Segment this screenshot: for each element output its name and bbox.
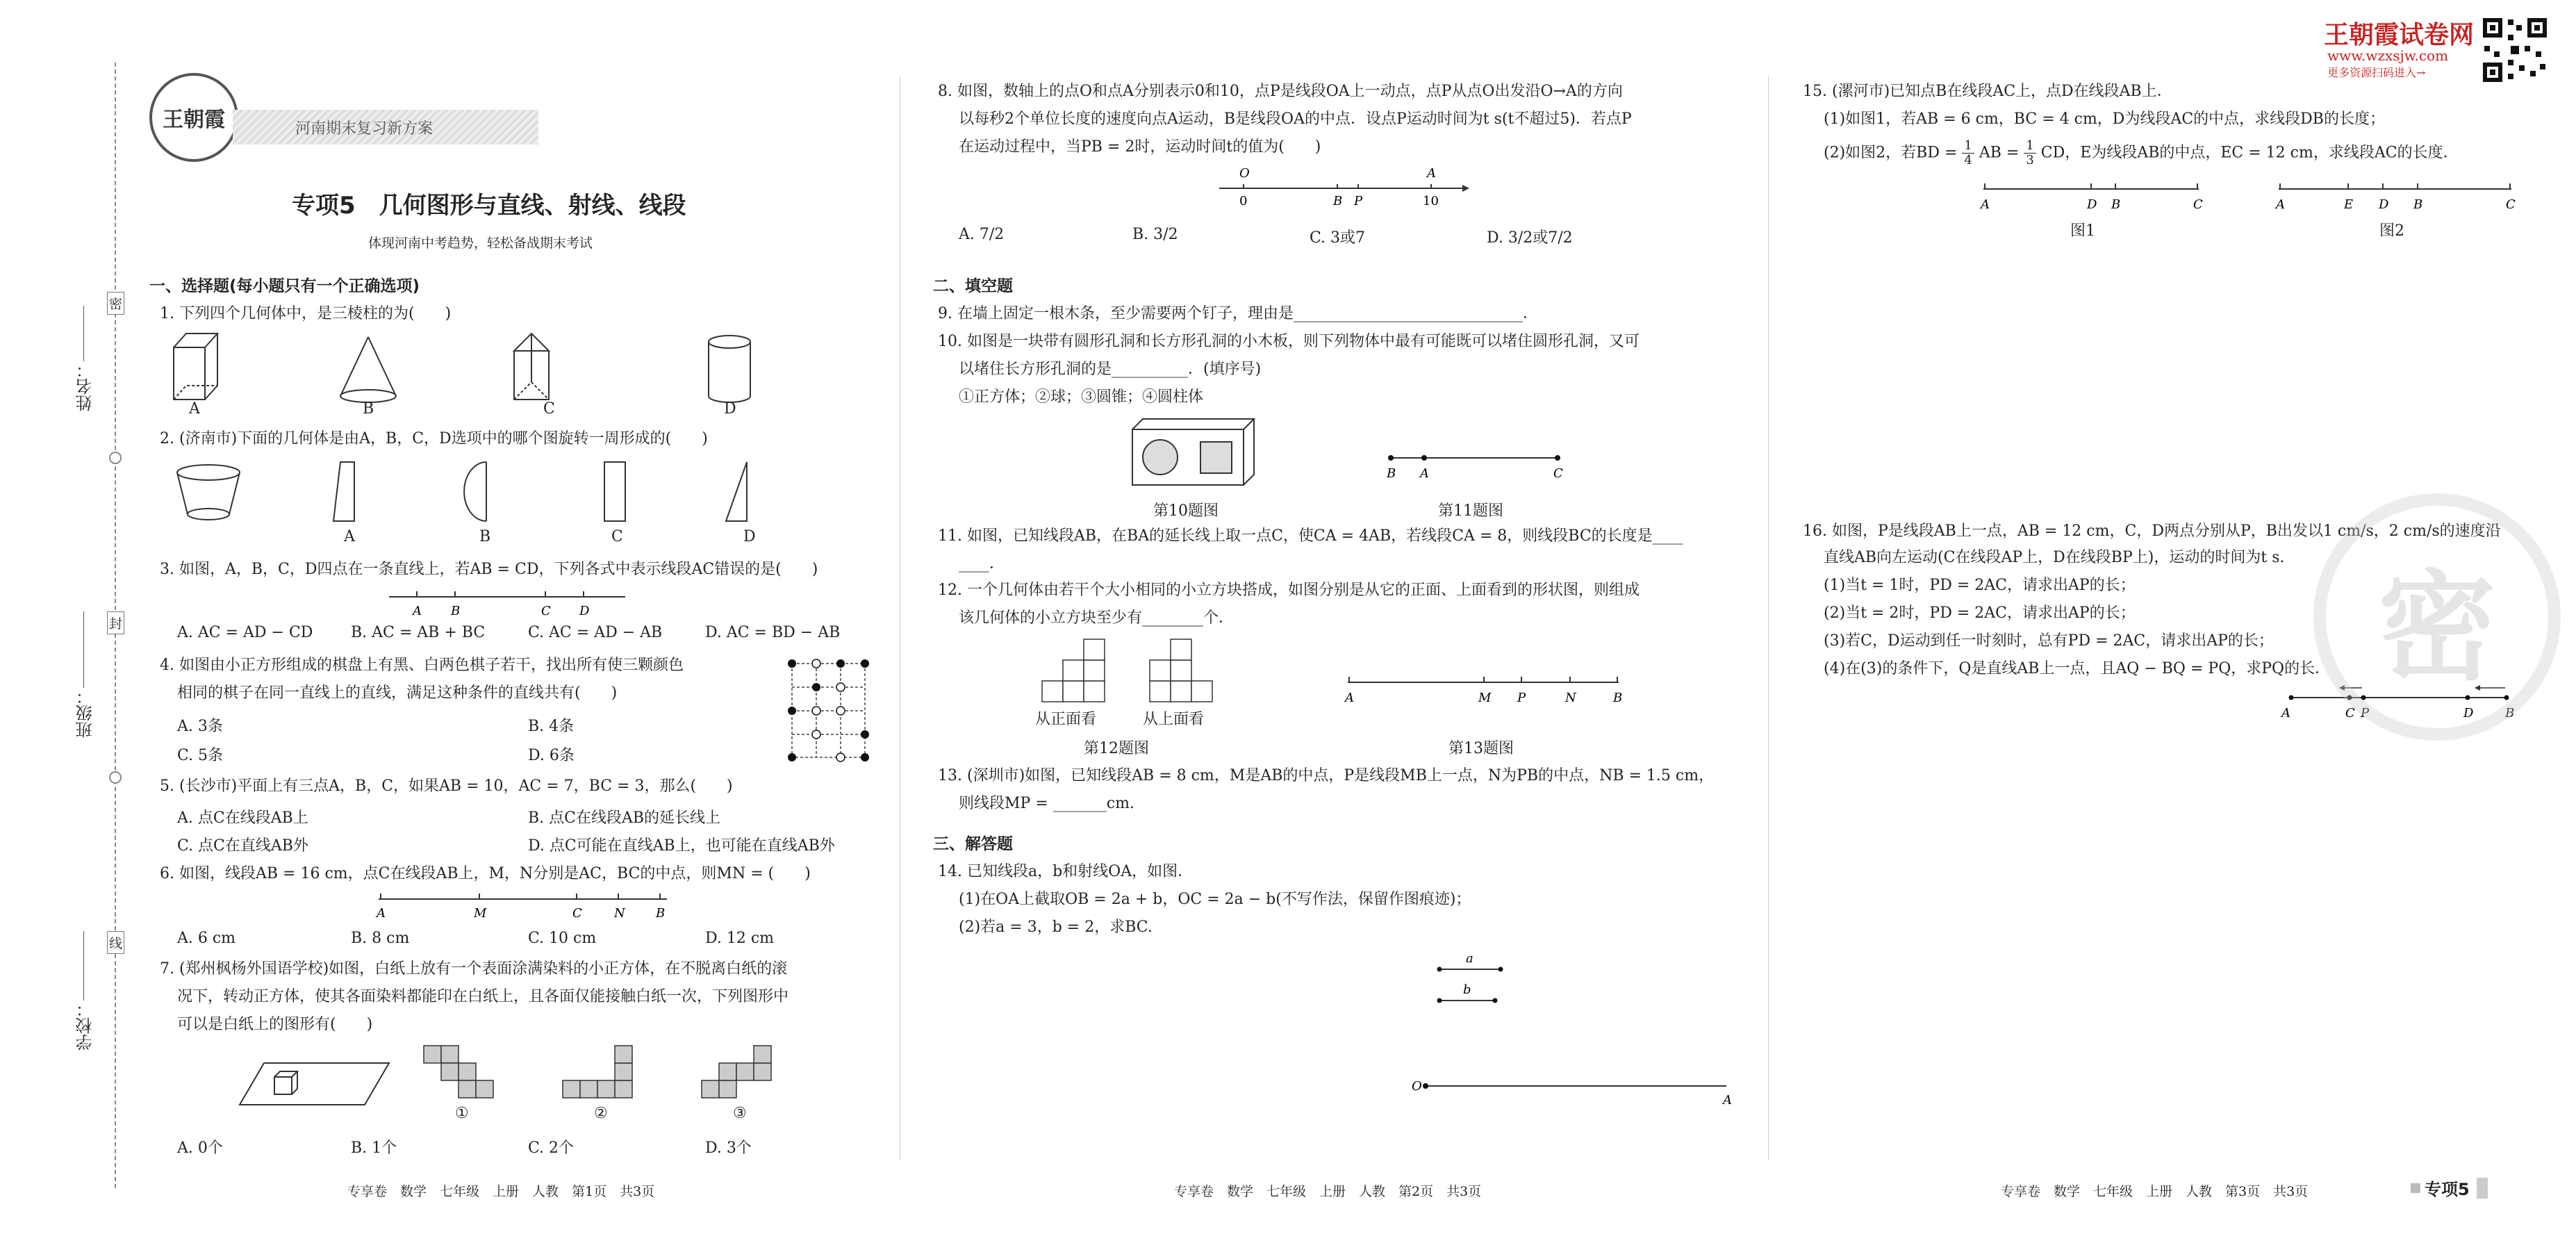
q5-opt-a[interactable]: A. 点C在线段AB上: [177, 809, 308, 827]
q16-pt-c: C: [2345, 706, 2355, 721]
tagline: 河南期末复习新方案: [295, 120, 434, 138]
q11-line2: ____．: [959, 555, 1005, 573]
q7-num-2: ②: [594, 1105, 608, 1122]
q14-label-b: b: [1463, 982, 1471, 997]
q9-text: 9. 在墙上固定一根木条，至少需要两个钉子，理由是______________________________．: [938, 305, 1538, 322]
top-view: [1150, 639, 1212, 702]
qr-code-icon[interactable]: [2480, 15, 2550, 85]
q6-pt-m: M: [474, 906, 487, 921]
q4-board: [785, 657, 875, 768]
q6-text: 6. 如图，线段AB = 16 cm，点C在线段AB上，M，N分别是AC，BC的中点，则MN = ( ): [160, 865, 811, 882]
name-label: 姓名：: [76, 361, 95, 411]
tagline-banner: [233, 110, 538, 145]
q2-opt-c[interactable]: C: [611, 528, 623, 545]
q11-line: [1382, 448, 1577, 483]
q14-label-a: a: [1466, 951, 1473, 966]
front-view: [1042, 639, 1105, 702]
logo-badge: [149, 73, 238, 162]
brand-url: www.wzxsjw.com: [2327, 47, 2449, 64]
q16-pt-d: D: [2463, 706, 2474, 721]
q8-number-line: [1216, 163, 1480, 215]
q10-line2: 以堵住长方形孔洞的是__________．(填序号): [959, 361, 1262, 378]
top-view-label: 从上面看: [1143, 711, 1205, 728]
q14-ray: [1410, 1073, 1744, 1108]
section3-title: 三、解答题: [933, 835, 1013, 853]
q13-caption: 第13题图: [1448, 740, 1514, 757]
q3-opt-a[interactable]: A. AC = AD − CD: [177, 624, 313, 641]
q8-axis-b: B: [1333, 194, 1343, 208]
q2-opt-b[interactable]: B: [479, 528, 491, 545]
q5-opt-b[interactable]: B. 点C在线段AB的延长线上: [528, 809, 721, 827]
section2-title: 二、填空题: [933, 277, 1013, 295]
logo-text: 王朝霞: [163, 108, 225, 132]
footer-page2: 专享卷 数学 七年级 上册 人教 第2页 共3页: [1174, 1184, 1482, 1199]
frac-num: 1: [1962, 139, 1974, 154]
q12-line1: 12. 一个几何体由若干个大小相同的小立方块搭成，如图分别是从它的正面、上面看到的形状图，则组成: [938, 582, 1640, 599]
q15-line1: 15. (漯河市)已知点B在线段AC上，点D在线段AB上．: [1803, 83, 2172, 100]
semicircle-b: [464, 462, 486, 521]
watermark-seal-text: 密: [2377, 557, 2496, 697]
q15-fig2-caption: 图2: [2379, 222, 2404, 240]
paper-with-cube: [240, 1063, 389, 1105]
q3-pt-d: D: [579, 604, 590, 618]
q15-fig2: [2272, 181, 2522, 215]
q1-opt-a[interactable]: A: [189, 400, 200, 418]
q15-line2: (1)如图1，若AB = 6 cm，BC = 4 cm，D为线段AC的中点，求线段DB的长度；: [1824, 110, 2385, 128]
q3-opt-b[interactable]: B. AC = AB + BC: [351, 624, 486, 641]
trapezoid-a: [333, 462, 354, 521]
q10-line3: ①正方体；②球；③圆锥；④圆柱体: [959, 388, 1204, 406]
prism-rect: [174, 334, 217, 400]
q4-opt-c[interactable]: C. 5条: [177, 747, 224, 764]
column-divider: [1768, 76, 1769, 1160]
q15-line3: [1824, 139, 2459, 167]
frac-num: 1: [2024, 139, 2036, 154]
school-underline: [83, 931, 84, 1001]
q15-fig1: [1976, 181, 2213, 215]
q1-opt-d[interactable]: D: [724, 400, 736, 418]
q7-line2: 况下，转动正方体，使其各面染料都能印在白纸上，且各面仅能接触白纸一次，下列图形中: [177, 988, 789, 1005]
tab-squares-icon: [2411, 1183, 2420, 1193]
q8-axis-10: 10: [1423, 194, 1439, 208]
frustum: [177, 465, 240, 520]
q16-pt-a: A: [2281, 706, 2290, 721]
q8-axis-o: O: [1239, 166, 1250, 181]
q15-fig1-a: A: [1981, 197, 1990, 212]
school-label: 学校：: [76, 1001, 95, 1051]
fraction-1-3: [2024, 139, 2036, 167]
q7-opt-d[interactable]: D. 3个: [705, 1139, 752, 1157]
q7-opt-c[interactable]: C. 2个: [528, 1139, 575, 1157]
q7-line3: 可以是白纸上的图形有( ): [177, 1016, 373, 1033]
q15-line3-a: (2)如图2，若BD =: [1824, 144, 1963, 162]
q13-pt-a: A: [1345, 691, 1354, 705]
q3-pt-c: C: [541, 604, 551, 618]
net-2: [563, 1046, 632, 1098]
q16-line2: 直线AB向左运动(C在线段AP上，D在线段BP上)，运动的时间为t s.: [1824, 549, 2285, 566]
q13-pt-b: B: [1613, 691, 1623, 705]
net-3: [702, 1046, 771, 1098]
q3-opt-c[interactable]: C. AC = AD − AB: [528, 624, 663, 641]
brand-name: 王朝霞试卷网: [2324, 21, 2475, 49]
q14-line3: (2)若a = 3，b = 2，求BC.: [959, 919, 1153, 936]
frac-den: 3: [2026, 153, 2034, 167]
q7-opt-a[interactable]: A. 0个: [177, 1139, 223, 1157]
q11-caption: 第11题图: [1438, 502, 1503, 520]
q16-line6: (4)在(3)的条件下，Q是直线AB上一点，且AQ − BQ = PQ，求PQ的长．: [1824, 660, 2331, 677]
q11-line1: 11. 如图，已知线段AB，在BA的延长线上取一点C，使CA = 4AB，若线段CA = 8，则线段BC的长度是____: [938, 527, 1683, 545]
q7-figures: [236, 1042, 792, 1112]
q14-line1: 14. 已知线段a，b和射线OA，如图．: [938, 863, 1194, 880]
q5-opt-d[interactable]: D. 点C可能在直线AB上，也可能在直线AB外: [528, 837, 835, 855]
q6-pt-b: B: [656, 906, 666, 921]
q15-fig2-b: B: [2413, 197, 2423, 212]
q14-segments: [1431, 948, 1514, 1011]
q12-views: [1035, 632, 1223, 705]
q3-text: 3. 如图，A，B，C，D四点在一条直线上，若AB = CD，下列各式中表示线段AC错误的是( ): [160, 561, 818, 578]
q15-fig1-caption: 图1: [2070, 222, 2095, 240]
q13-line2: 则线段MP = _______cm.: [959, 795, 1134, 812]
q5-opt-c[interactable]: C. 点C在直线AB外: [177, 837, 308, 855]
rect-c: [604, 462, 625, 521]
q7-num-1: ①: [455, 1105, 469, 1122]
q16-line5: (3)若C，D运动到任一时刻时，总有PD = 2AC，请求出AP的长；: [1824, 632, 2274, 650]
seal-mark-2: 封: [107, 611, 124, 634]
q13-line1: 13. (深圳市)如图，已知线段AB = 8 cm，M是AB的中点，P是线段MB上一点，N为PB的中点，NB = 1.5 cm，: [938, 767, 1715, 784]
q6-opt-b[interactable]: B. 8 cm: [351, 930, 410, 947]
net-1: [424, 1046, 493, 1098]
q16-line1: 16. 如图，P是线段AB上一点，AB = 12 cm，C，D两点分别从P，B出发以1 cm/s，2 cm/s的速度沿: [1803, 522, 2501, 540]
class-underline: [83, 611, 84, 688]
cone: [340, 337, 396, 402]
tab-bar: [2477, 1178, 2488, 1199]
q2-shapes: [167, 455, 778, 532]
q15-fig1-b: B: [2111, 197, 2121, 212]
q15-fig2-d: D: [2379, 197, 2389, 212]
subtitle: 体现河南中考趋势，轻松备战期末考试: [368, 236, 593, 251]
q13-pt-n: N: [1565, 691, 1576, 705]
seal-mark-1: 密: [107, 292, 124, 315]
q6-opt-a[interactable]: A. 6 cm: [177, 930, 236, 947]
footer-tab: [2411, 1176, 2488, 1200]
section1-title: 一、选择题(每小题只有一个正确选项): [149, 277, 420, 295]
footer-page3: 专享卷 数学 七年级 上册 人教 第3页 共3页: [2001, 1184, 2309, 1199]
q11-pt-b: B: [1387, 466, 1396, 481]
q8-line1: 8. 如图，数轴上的点O和点A分别表示0和10，点P是线段OA上一动点，点P从点O出发沿O→A的方向: [938, 83, 1623, 100]
q16-line4: (2)当t = 2时，PD = 2AC，请求出AP的长；: [1824, 604, 2136, 622]
q3-pt-b: B: [451, 604, 461, 618]
q4-line1: 4. 如图由小正方形组成的棋盘上有黑、白两色棋子若干，找出所有使三颗颜色: [160, 657, 684, 674]
q14-label-ray-a: A: [1723, 1093, 1732, 1108]
q11-pt-a: A: [1420, 466, 1429, 481]
q6-opt-d[interactable]: D. 12 cm: [705, 930, 775, 947]
q16-line3: (1)当t = 1时，PD = 2AC，请求出AP的长；: [1824, 577, 2136, 594]
cylinder: [709, 336, 750, 402]
q8-opt-c[interactable]: C. 3或7: [1310, 229, 1366, 247]
q3-pt-a: A: [413, 604, 422, 618]
q3-opt-d[interactable]: D. AC = BD − AB: [705, 624, 841, 641]
q8-axis-a: A: [1427, 166, 1436, 181]
q14-line2: (1)在OA上截取OB = 2a + b，OC = 2a − b(不写作法，保留作图痕迹)；: [959, 891, 1471, 908]
q3-line: [389, 587, 639, 622]
q10-caption: 第10题图: [1153, 502, 1219, 520]
q8-opt-d[interactable]: D. 3/2或7/2: [1487, 229, 1573, 247]
q13-pt-p: P: [1517, 691, 1526, 705]
fraction-1-4: [1962, 139, 1974, 167]
seal-mark-3: 线: [107, 931, 124, 954]
q13-pt-m: M: [1478, 691, 1492, 705]
watermark-seal: [2313, 493, 2561, 741]
front-view-label: 从正面看: [1035, 711, 1097, 728]
footer-page1: 专享卷 数学 七年级 上册 人教 第1页 共3页: [347, 1184, 655, 1199]
q8-line3: 在运动过程中，当PB = 2时，运动时间t的值为( ): [959, 138, 1321, 156]
q16-pt-b: B: [2505, 706, 2515, 721]
q16-pt-p: P: [2361, 706, 2370, 721]
q4-opt-b[interactable]: B. 4条: [528, 718, 575, 735]
q7-num-3: ③: [733, 1105, 747, 1122]
q11-pt-c: C: [1553, 466, 1563, 481]
q1-opt-c[interactable]: C: [543, 400, 555, 418]
q15-fig2-e: E: [2344, 197, 2354, 212]
q8-opt-b[interactable]: B. 3/2: [1132, 226, 1178, 243]
q1-solids: [167, 327, 778, 417]
q2-opt-d[interactable]: D: [743, 528, 756, 545]
q15-fig2-a: A: [2276, 197, 2285, 212]
q8-axis-0: 0: [1239, 194, 1248, 208]
q13-line: [1341, 673, 1633, 707]
brand-slogan: 更多资源扫码进入→: [2327, 66, 2426, 79]
q6-line: [368, 889, 681, 924]
binding-dot: [109, 771, 122, 784]
q8-opt-a[interactable]: A. 7/2: [959, 226, 1005, 243]
triangle-d: [726, 462, 747, 521]
q10-line1: 10. 如图是一块带有圆形孔洞和长方形孔洞的小木板，则下列物体中最有可能既可以堵住圆形孔洞，又可: [938, 333, 1640, 350]
q8-line2: 以每秒2个单位长度的速度向点A运动，B是线段OA的中点．设点P运动时间为t s(t不超过5)．若点P: [959, 110, 1632, 128]
q8-axis-p: P: [1354, 194, 1363, 208]
q5-text: 5. (长沙市)平面上有三点A，B，C，如果AB = 10，AC = 7，BC = 3，那么( ): [160, 777, 733, 795]
q12-line2: 该几何体的小立方块至少有________个．: [959, 609, 1235, 627]
q1-opt-b[interactable]: B: [363, 400, 374, 418]
q4-opt-d[interactable]: D. 6条: [528, 747, 575, 764]
class-label: 班级：: [76, 688, 95, 738]
name-underline: [83, 306, 84, 361]
q12-caption: 第12题图: [1084, 740, 1149, 757]
q14-label-o: O: [1412, 1079, 1422, 1094]
q6-pt-a: A: [377, 906, 386, 921]
q6-pt-c: C: [572, 906, 582, 921]
q4-opt-a[interactable]: A. 3条: [177, 718, 223, 735]
q7-line1: 7. (郑州枫杨外国语学校)如图，白纸上放有一个表面涂满染料的小正方体，在不脱离白纸的滚: [160, 960, 788, 978]
q15-fig1-c: C: [2193, 197, 2203, 212]
q1-text: 1. 下列四个几何体中，是三棱柱的为( ): [160, 305, 452, 322]
q2-text: 2. (济南市)下面的几何体是由A，B，C，D选项中的哪个图旋转一周形成的( ): [160, 430, 708, 447]
page-title: 专项5 几何图形与直线、射线、线段: [292, 192, 686, 220]
q6-opt-c[interactable]: C. 10 cm: [528, 930, 597, 947]
q15-line3-b: AB =: [1979, 144, 2024, 162]
footer-tab-label: 专项5: [2425, 1180, 2470, 1199]
triangular-prism: [514, 334, 549, 400]
q6-pt-n: N: [614, 906, 625, 921]
q4-line2: 相同的棋子在同一直线上的直线，满足这种条件的直线共有( ): [177, 684, 618, 702]
q15-fig2-c: C: [2506, 197, 2516, 212]
q7-opt-b[interactable]: B. 1个: [351, 1139, 397, 1157]
q15-fig1-d: D: [2087, 197, 2097, 212]
q10-board: [1125, 415, 1257, 492]
q2-opt-a[interactable]: A: [344, 528, 355, 545]
frac-den: 4: [1964, 153, 1972, 167]
binding-dot: [109, 452, 122, 464]
q15-line3-c: CD，E为线段AB的中点，EC = 12 cm，求线段AC的长度．: [2040, 144, 2459, 162]
